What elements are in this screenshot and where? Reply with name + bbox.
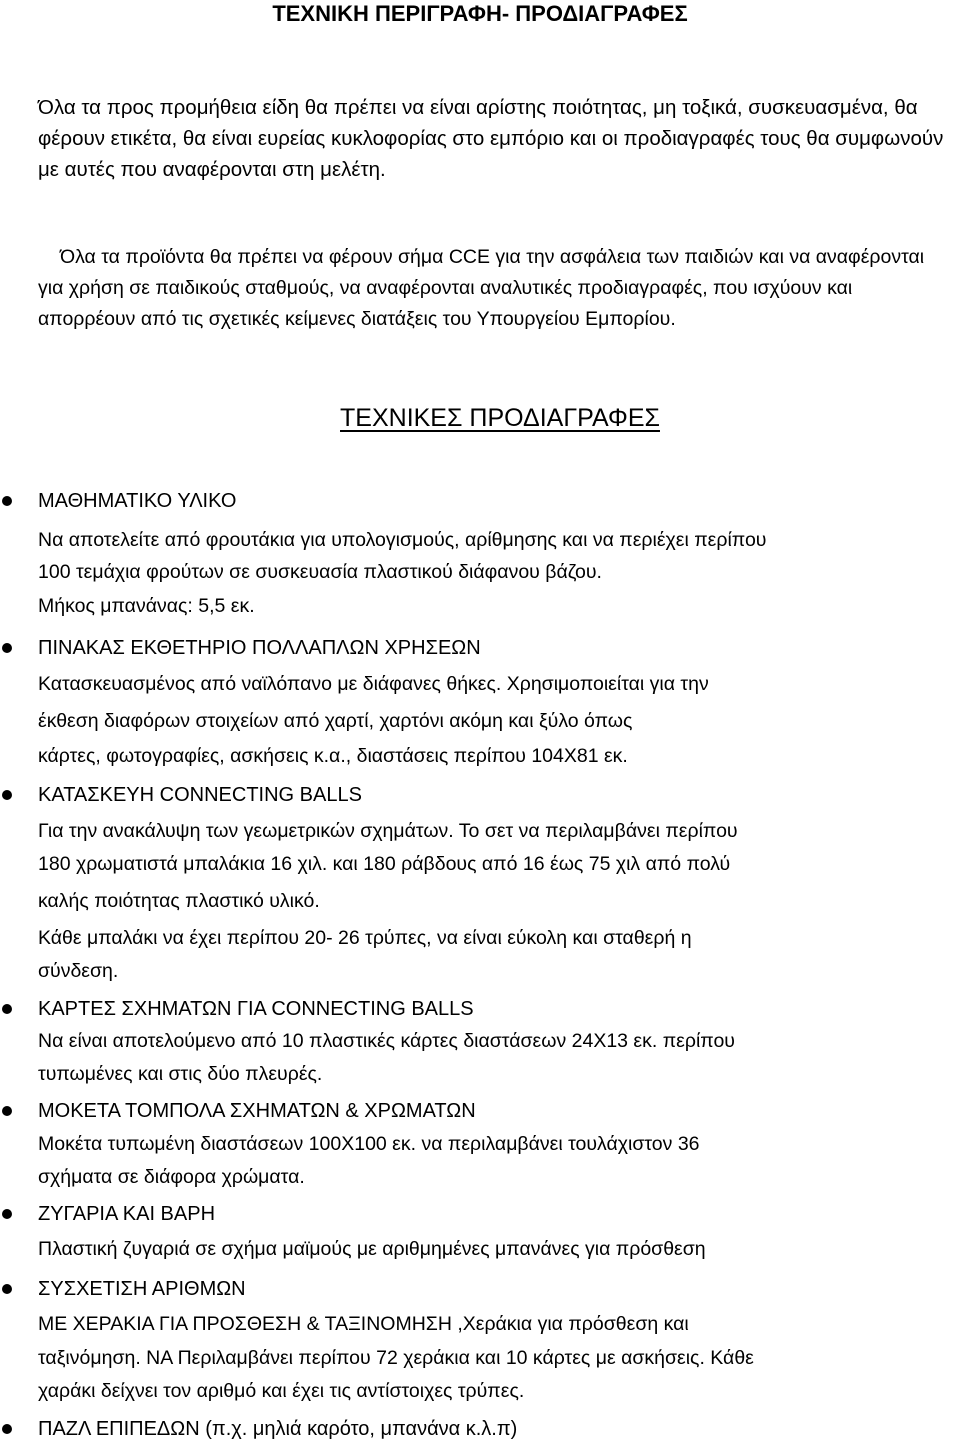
item-text-line: τυπωμένες και στις δύο πλευρές. — [38, 1063, 323, 1085]
item-text-line: Κατασκευασμένος από ναϊλόπανο με διάφανες θήκες. Χρησιμοποιείται για την — [38, 673, 709, 695]
intro-paragraph-cce: Όλα τα προϊόντα θα πρέπει να φέρουν σήμα CCE για την ασφάλεια των παιδιών και να αναφέρονται για χρήση σε παιδικούς σταθμούς, να αναφέρονται αναλυτικές προδιαγραφές, που ισχύουν και απορρέουν από τις σχετικές κείμενες διατάξεις του Υπουργείου Εμπορίου. — [38, 246, 925, 330]
item-heading-scale: ΖΥΓΑΡΙΑ ΚΑΙ ΒΑΡΗ — [38, 1203, 216, 1225]
document-title: ΤΕΧΝΙΚΗ ΠΕΡΙΓΡΑΦΗ- ΠΡΟΔΙΑΓΡΑΦΕΣ — [272, 1, 688, 26]
item-text-line: έκθεση διαφόρων στοιχείων από χαρτί, χαρτόνι ακόμη και ξύλο όπως — [38, 710, 633, 732]
item-text-line: χαράκι δείχνει τον αριθμό και έχει τις αντίστοιχες τρύπες. — [38, 1380, 525, 1402]
intro-paragraph: Όλα τα προς προμήθεια είδη θα πρέπει να είναι αρίστης ποιότητας, μη τοξικά, συσκευασμένα, θα φέρουν ετικέτα, θα είναι ευρείας κυκλοφορίας στο εμπόριο και οι προδιαγραφές τους θα συμφωνούν με αυτές που αναφέρονται στη μελέτη. — [38, 96, 944, 181]
bullet-icon — [2, 1106, 12, 1116]
item-text-line: Κάθε μπαλάκι να έχει περίπου 20- 26 τρύπες, να είναι εύκολη και σταθερή η — [38, 927, 692, 949]
item-heading-display-board: ΠΙΝΑΚΑΣ ΕΚΘΕΤΗΡΙΟ ΠΟΛΛΑΠΛΩΝ ΧΡΗΣΕΩΝ — [38, 637, 481, 659]
item-heading-bingo-mat: ΜΟΚΕΤΑ ΤΟΜΠΟΛΑ ΣΧΗΜΑΤΩΝ & ΧΡΩΜΑΤΩΝ — [38, 1100, 476, 1122]
item-text-line: καλής ποιότητας πλαστικό υλικό. — [38, 890, 320, 912]
item-text-line: Μήκος μπανάνας: 5,5 εκ. — [38, 595, 255, 617]
item-text-line: κάρτες, φωτογραφίες, ασκήσεις κ.α., διαστάσεις περίπου 104Χ81 εκ. — [38, 745, 628, 767]
item-heading-number-matching: ΣΥΣΧΕΤΙΣΗ ΑΡΙΘΜΩΝ — [38, 1278, 246, 1300]
item-text-line: 180 χρωματιστά μπαλάκια 16 χιλ. και 180 ράβδους από 16 έως 75 χιλ από πολύ — [38, 853, 731, 875]
item-text-line: Πλαστική ζυγαριά σε σχήμα μαϊμούς με αριθμημένες μπανάνες για πρόσθεση — [38, 1238, 706, 1260]
bullet-icon — [2, 643, 12, 653]
section-title: ΤΕΧΝΙΚΕΣ ΠΡΟΔΙΑΓΡΑΦΕΣ — [340, 404, 660, 432]
item-text-line: Μοκέτα τυπωμένη διαστάσεων 100Χ100 εκ. να περιλαμβάνει τουλάχιστον 36 — [38, 1133, 700, 1155]
bullet-icon — [2, 1004, 12, 1014]
item-heading-connecting-balls: ΚΑΤΑΣΚΕΥΗ CONNECTING BALLS — [38, 784, 362, 806]
item-text-line: Να είναι αποτελούμενο από 10 πλαστικές κάρτες διαστάσεων 24Χ13 εκ. περίπου — [38, 1030, 735, 1052]
item-text-line: σχήματα σε διάφορα χρώματα. — [38, 1166, 305, 1188]
item-text-line: ΜΕ ΧΕΡΑΚΙΑ ΓΙΑ ΠΡΟΣΘΕΣΗ & ΤΑΞΙΝΟΜΗΣΗ ,Χεράκια για πρόσθεση και — [38, 1313, 689, 1335]
item-heading-shape-cards: ΚΑΡΤΕΣ ΣΧΗΜΑΤΩΝ ΓΙΑ CONNECTING BALLS — [38, 998, 474, 1020]
bullet-icon — [2, 496, 12, 506]
item-text-line: ταξινόμηση. ΝΑ Περιλαμβάνει περίπου 72 χεράκια και 10 κάρτες με ασκήσεις. Κάθε — [38, 1347, 754, 1369]
item-text-line: Για την ανακάλυψη των γεωμετρικών σχημάτων. Το σετ να περιλαμβάνει περίπου — [38, 820, 738, 842]
item-heading-math-material: ΜΑΘΗΜΑΤΙΚΟ ΥΛΙΚΟ — [38, 490, 237, 512]
item-text-line: Να αποτελείτε από φρουτάκια για υπολογισμούς, αρίθμησης και να περιέχει περίπου — [38, 529, 767, 551]
bullet-icon — [2, 1424, 12, 1434]
bullet-icon — [2, 1209, 12, 1219]
item-text-line: σύνδεση. — [38, 960, 119, 982]
item-heading-puzzle: ΠΑΖΛ ΕΠΙΠΕΔΩΝ (π.χ. μηλιά καρότο, μπανάνα κ.λ.π) — [38, 1418, 518, 1440]
bullet-icon — [2, 790, 12, 800]
bullet-icon — [2, 1284, 12, 1294]
item-text-line: 100 τεμάχια φρούτων σε συσκευασία πλαστικού διάφανου βάζου. — [38, 561, 602, 583]
